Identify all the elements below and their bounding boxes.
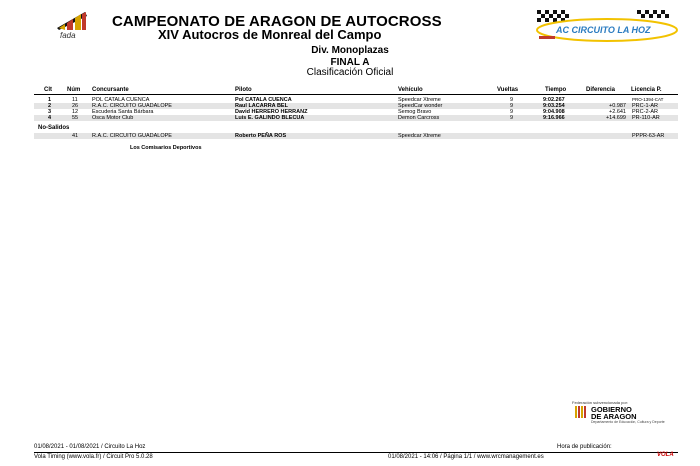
footer-print-info: 01/08/2021 - 14:06 / Página 1/1 / www.wrcmanagement.es (388, 454, 544, 460)
cell-tiempo: 9:03.254 (543, 103, 565, 109)
cell-piloto: Raul LACARRA BEL (235, 103, 288, 109)
header-divider (34, 94, 678, 95)
no-salidos-heading: No-Salidos (38, 125, 70, 131)
page-title: CAMPEONATO DE ARAGON DE AUTOCROSS (112, 13, 442, 30)
cell-piloto: David HERRERO HERRANZ (235, 109, 308, 115)
cell-clt: 1 (48, 97, 52, 103)
cell-concursante: R.A.C. CIRCUITO GUADALOPE (92, 133, 172, 139)
footer-software: Vola Timing (www.vola.fr) / Circuit Pro 5.0.28 (34, 454, 153, 460)
cell-vehiculo: Demon Carcross (398, 115, 440, 121)
col-header-num: Núm (67, 87, 81, 93)
footer-publication-label: Hora de publicación: (557, 444, 612, 450)
footer-dates-place: 01/08/2021 - 01/08/2021 / Circuito La Hoz (34, 444, 146, 450)
cell-num: 12 (72, 109, 79, 115)
sponsor-caption: Federación subvencionada por: (572, 400, 629, 405)
cell-tiempo: 9:02.267 (543, 97, 565, 103)
cell-clt: 3 (48, 109, 52, 115)
fada-label: fada (60, 31, 76, 40)
cell-vueltas: 9 (510, 97, 514, 103)
cell-diferencia: +0.987 (609, 103, 626, 109)
footer-divider (34, 452, 678, 453)
cell-num: 26 (72, 103, 79, 109)
cell-vehiculo: Speedcar Xtreme (398, 133, 441, 139)
comisarios-signature-label: Los Comisarios Deportivos (130, 145, 202, 151)
cell-num: 41 (72, 133, 79, 139)
cell-licencia: PPPR-63-AR (632, 133, 665, 139)
cell-vehiculo: Semog Bravo (398, 109, 432, 115)
col-header-piloto: Piloto (235, 87, 252, 93)
cell-licencia: PRC-2-AR (632, 109, 658, 115)
cell-vehiculo: SpeedCar wonder (398, 103, 443, 109)
cell-vueltas: 9 (510, 103, 514, 109)
col-header-diferencia: Diferencia (586, 87, 616, 93)
club-logo-text: AC CIRCUITO LA HOZ (556, 25, 651, 35)
cell-num: 11 (72, 97, 78, 103)
cell-concursante: R.A.C. CIRCUITO GUADALOPE (92, 103, 172, 109)
cell-licencia: PRO-1394-CAT (632, 97, 664, 102)
cell-vueltas: 9 (510, 109, 514, 115)
cell-clt: 4 (48, 115, 52, 121)
cell-concursante: Escuderia Santa Bárbara (92, 109, 154, 115)
gobierno-aragon-logo-icon (574, 405, 588, 419)
sponsor-name-line1: GOBIERNO (591, 405, 632, 414)
cell-concursante: POL CATALA CUENCA (92, 97, 150, 103)
division-title: Div. Monoplazas (311, 45, 389, 56)
sponsor-department: Departamento de Educación, Cultura y Deporte (591, 420, 665, 424)
col-header-vehiculo: Vehículo (398, 87, 423, 93)
cell-concursante: Osca Motor Club (92, 115, 134, 121)
cell-tiempo: 9:16.966 (543, 115, 565, 121)
cell-licencia: PRC-1-AR (632, 103, 658, 109)
cell-tiempo: 9:04.908 (543, 109, 565, 115)
cell-num: 55 (72, 115, 79, 121)
classification-title: Clasificación Oficial (306, 67, 394, 78)
event-subtitle: XIV Autocros de Monreal del Campo (158, 27, 382, 42)
cell-piloto: Roberto PEÑA ROS (235, 133, 287, 139)
final-title: FINAL A (330, 57, 370, 68)
col-header-licencia: Licencia P. (631, 87, 662, 93)
cell-licencia: PR-110-AR (632, 115, 660, 121)
col-header-vueltas: Vueltas (497, 87, 519, 93)
cell-clt: 2 (48, 103, 52, 109)
cell-vueltas: 9 (510, 115, 514, 121)
sponsor-name-line2: DE ARAGON (591, 412, 637, 421)
vola-logo: VOLA (657, 452, 674, 458)
col-header-concursante: Concursante (92, 87, 129, 93)
cell-vehiculo: Speedcar Xtreme (398, 97, 441, 103)
cell-piloto: Pol CATALA CUENCA (235, 97, 292, 103)
col-header-tiempo: Tiempo (545, 87, 567, 93)
col-header-clt: Clt (44, 87, 52, 93)
cell-diferencia: +2.641 (609, 109, 626, 115)
cell-diferencia: +14.699 (605, 115, 626, 121)
cell-piloto: Luis E. GALINDO BLECUA (235, 115, 305, 121)
